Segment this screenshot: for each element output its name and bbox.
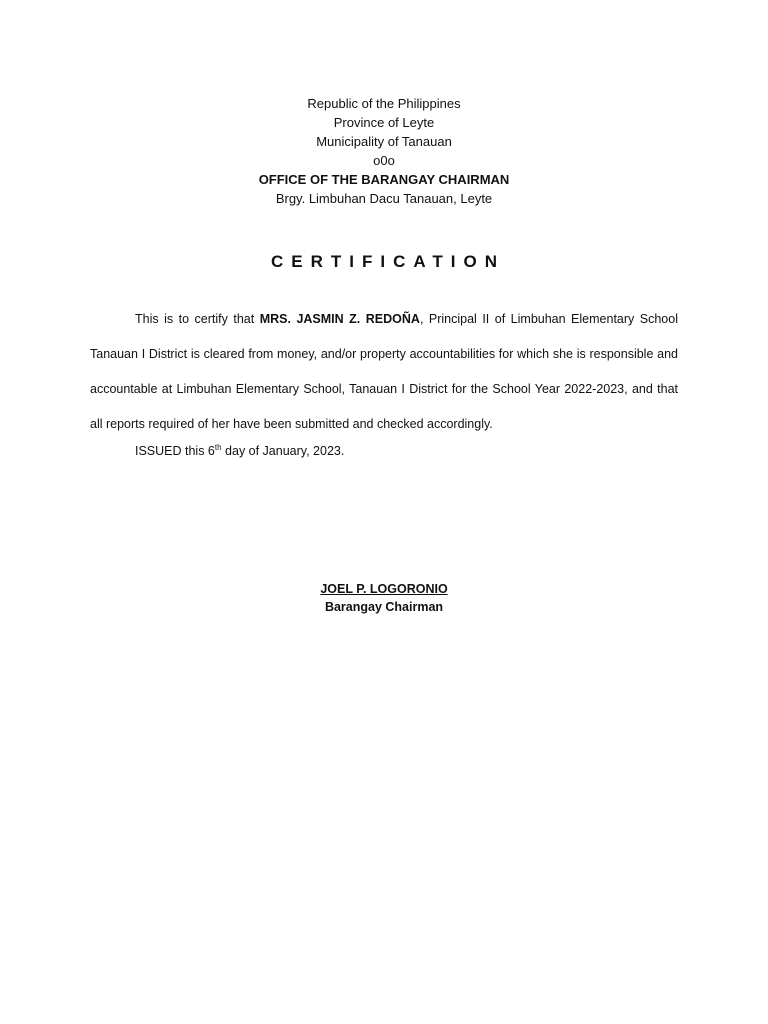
republic-line: Republic of the Philippines bbox=[307, 96, 461, 111]
issued-prefix: ISSUED this 6 bbox=[135, 444, 215, 458]
signatory-position: Barangay Chairman bbox=[324, 600, 444, 614]
letterhead bbox=[0, 94, 768, 208]
signature-block bbox=[0, 580, 768, 616]
issued-suffix: day of January, 2023. bbox=[221, 444, 345, 458]
date-ordinal-suffix: th bbox=[214, 442, 222, 452]
intro-text: This is to certify that bbox=[135, 312, 260, 326]
municipality-line: Municipality of Tanauan bbox=[316, 134, 452, 149]
province-line: Province of Leyte bbox=[333, 115, 435, 130]
certification-paragraph bbox=[90, 302, 678, 442]
certified-person-name: MRS. JASMIN Z. REDOÑA bbox=[259, 312, 420, 326]
certification-body bbox=[90, 302, 678, 442]
document-title: CERTIFICATION bbox=[270, 252, 505, 271]
signatory-name: JOEL P. LOGORONIO bbox=[320, 582, 448, 596]
separator-ornament: o0o bbox=[373, 153, 395, 168]
issued-date-line bbox=[135, 441, 344, 461]
office-address: Brgy. Limbuhan Dacu Tanauan, Leyte bbox=[275, 191, 493, 206]
paragraph-rest: , Principal II of Limbuhan Elementary School Tanauan I District is cleared from money, and/or property accountabilities for which she is responsible and accountable at Limbuhan Elementary School, Tanauan I District for the School Year 2022-2023, and that all reports required of her have been submitted and checked accordingly. bbox=[90, 312, 678, 431]
office-name: OFFICE OF THE BARANGAY CHAIRMAN bbox=[258, 172, 510, 187]
